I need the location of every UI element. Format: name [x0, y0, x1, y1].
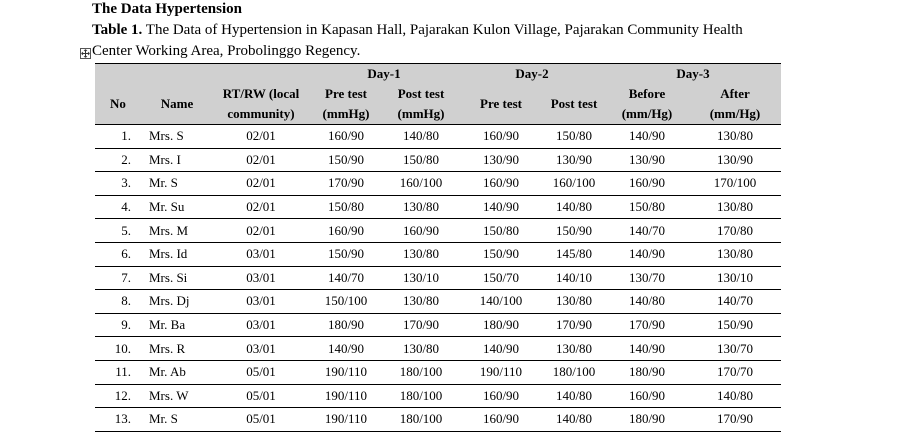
cell-d2-post: 150/80	[543, 125, 605, 149]
cell-name: Mrs. W	[141, 384, 213, 408]
cell-d2-post: 170/90	[543, 313, 605, 337]
cell-d3-after: 130/80	[689, 242, 781, 266]
hypertension-table	[95, 63, 781, 432]
cell-name: Mrs. Id	[141, 242, 213, 266]
cell-d2-pre: 140/90	[459, 337, 543, 361]
cell-d3-after: 130/80	[689, 125, 781, 149]
cell-rtrw: 03/01	[213, 337, 309, 361]
cell-no: 5.	[95, 219, 141, 243]
cell-d3-before: 130/70	[605, 266, 689, 290]
cell-d2-pre: 160/90	[459, 384, 543, 408]
table-row	[95, 266, 781, 290]
cell-d1-post: 180/100	[383, 408, 459, 432]
cell-d1-post: 130/80	[383, 290, 459, 314]
cell-d2-pre: 180/90	[459, 313, 543, 337]
cell-d3-after: 140/70	[689, 290, 781, 314]
cell-rtrw: 03/01	[213, 313, 309, 337]
cell-d3-before: 180/90	[605, 360, 689, 384]
cell-d2-post: 180/100	[543, 360, 605, 384]
table-row	[95, 125, 781, 149]
cell-d3-before: 150/80	[605, 195, 689, 219]
header-d1-pre-line1: Pre test	[325, 86, 367, 101]
cell-d1-post: 130/10	[383, 266, 459, 290]
cell-d1-post: 140/80	[383, 125, 459, 149]
cell-d2-pre: 160/90	[459, 125, 543, 149]
cell-d3-after: 170/80	[689, 219, 781, 243]
cell-no: 3.	[95, 172, 141, 196]
cell-d2-post: 145/80	[543, 242, 605, 266]
cell-d1-pre: 190/110	[309, 384, 383, 408]
header-d2-post: Post test	[543, 84, 605, 125]
header-d3-after	[689, 84, 781, 125]
cell-rtrw: 05/01	[213, 408, 309, 432]
cell-rtrw: 02/01	[213, 172, 309, 196]
cell-d2-post: 160/100	[543, 172, 605, 196]
cell-d1-post: 130/80	[383, 337, 459, 361]
caption-text-line1: The Data of Hypertension in Kapasan Hall, Pajarakan Kulon Village, Pajarakan Community Health	[145, 22, 743, 38]
cell-d1-pre: 150/90	[309, 148, 383, 172]
cell-rtrw: 05/01	[213, 384, 309, 408]
header-rtrw	[213, 84, 309, 125]
header-d1-pre	[309, 84, 383, 125]
cell-d1-post: 130/80	[383, 242, 459, 266]
table-row	[95, 242, 781, 266]
cell-d1-pre: 190/110	[309, 408, 383, 432]
cell-name: Mrs. Dj	[141, 290, 213, 314]
table-row	[95, 290, 781, 314]
header-rtrw-line1: RT/RW (local	[222, 86, 300, 101]
cell-d2-post: 130/80	[543, 290, 605, 314]
cell-d2-pre: 140/100	[459, 290, 543, 314]
cell-d2-post: 140/80	[543, 384, 605, 408]
header-no: No	[95, 84, 141, 125]
header-d1-post-line1: Post test	[397, 86, 445, 101]
header-d1-post	[383, 84, 459, 125]
cell-d3-before: 170/90	[605, 313, 689, 337]
cell-no: 4.	[95, 195, 141, 219]
cell-no: 7.	[95, 266, 141, 290]
cell-rtrw: 03/01	[213, 290, 309, 314]
document-heading: The Data Hypertension	[92, 1, 242, 17]
header-day3: Day-3	[605, 64, 781, 85]
cell-name: Mr. Ab	[141, 360, 213, 384]
cell-d1-pre: 140/70	[309, 266, 383, 290]
cell-rtrw: 02/01	[213, 125, 309, 149]
cell-d3-after: 140/80	[689, 384, 781, 408]
cell-d3-after: 130/10	[689, 266, 781, 290]
cell-d1-pre: 160/90	[309, 219, 383, 243]
cell-d1-post: 130/80	[383, 195, 459, 219]
cell-d3-before: 160/90	[605, 384, 689, 408]
table-row	[95, 384, 781, 408]
cell-d2-pre: 130/90	[459, 148, 543, 172]
cell-d1-pre: 170/90	[309, 172, 383, 196]
cell-no: 9.	[95, 313, 141, 337]
cell-no: 11.	[95, 360, 141, 384]
header-day2: Day-2	[459, 64, 605, 85]
table-row	[95, 195, 781, 219]
cell-d1-pre: 150/90	[309, 242, 383, 266]
table-caption	[92, 20, 812, 62]
cell-name: Mrs. Si	[141, 266, 213, 290]
table-row	[95, 172, 781, 196]
cell-d2-post: 130/90	[543, 148, 605, 172]
cell-d1-post: 150/80	[383, 148, 459, 172]
cell-d3-before: 140/90	[605, 337, 689, 361]
cell-d2-pre: 150/80	[459, 219, 543, 243]
caption-label: Table 1.	[92, 22, 143, 38]
cell-d3-before: 130/90	[605, 148, 689, 172]
table-body	[95, 125, 781, 432]
cell-name: Mrs. M	[141, 219, 213, 243]
cell-d2-pre: 140/90	[459, 195, 543, 219]
cell-d3-after: 130/90	[689, 148, 781, 172]
cell-d3-before: 140/90	[605, 242, 689, 266]
cell-d1-pre: 160/90	[309, 125, 383, 149]
cell-rtrw: 02/01	[213, 195, 309, 219]
cell-d3-after: 170/100	[689, 172, 781, 196]
cell-rtrw: 02/01	[213, 148, 309, 172]
cell-d2-post: 140/80	[543, 195, 605, 219]
header-day1: Day-1	[309, 64, 459, 85]
header-row-columns	[95, 84, 781, 125]
cell-d3-after: 150/90	[689, 313, 781, 337]
cell-no: 1.	[95, 125, 141, 149]
cell-d1-post: 180/100	[383, 384, 459, 408]
cell-d1-post: 160/100	[383, 172, 459, 196]
cell-d3-after: 170/70	[689, 360, 781, 384]
cell-no: 2.	[95, 148, 141, 172]
header-d2-pre: Pre test	[459, 84, 543, 125]
cell-no: 10.	[95, 337, 141, 361]
header-d3-after-line1: After	[720, 86, 750, 101]
cell-d2-post: 140/10	[543, 266, 605, 290]
cell-d2-post: 150/90	[543, 219, 605, 243]
cell-d1-pre: 150/80	[309, 195, 383, 219]
cell-no: 13.	[95, 408, 141, 432]
cell-rtrw: 03/01	[213, 266, 309, 290]
cell-no: 6.	[95, 242, 141, 266]
table-move-handle-icon[interactable]	[80, 48, 91, 59]
header-d1-pre-line2: (mmHg)	[322, 106, 370, 121]
cell-rtrw: 05/01	[213, 360, 309, 384]
table-row	[95, 337, 781, 361]
table-row	[95, 408, 781, 432]
header-rtrw-line2: community)	[227, 106, 295, 121]
header-d3-before	[605, 84, 689, 125]
cell-d1-pre: 180/90	[309, 313, 383, 337]
cell-d2-pre: 150/70	[459, 266, 543, 290]
cell-no: 12.	[95, 384, 141, 408]
cell-name: Mr. S	[141, 408, 213, 432]
cell-name: Mrs. I	[141, 148, 213, 172]
cell-name: Mr. Ba	[141, 313, 213, 337]
cell-d3-before: 180/90	[605, 408, 689, 432]
cell-d2-post: 130/80	[543, 337, 605, 361]
caption-text-line2: Center Working Area, Probolinggo Regency.	[92, 43, 361, 59]
cell-d1-pre: 190/110	[309, 360, 383, 384]
cell-no: 8.	[95, 290, 141, 314]
cell-d1-pre: 140/90	[309, 337, 383, 361]
cell-rtrw: 03/01	[213, 242, 309, 266]
header-d3-after-line2: (mm/Hg)	[709, 106, 761, 121]
header-name: Name	[141, 84, 213, 125]
table-row	[95, 360, 781, 384]
header-d3-before-line2: (mm/Hg)	[621, 106, 673, 121]
cell-d3-after: 130/80	[689, 195, 781, 219]
cell-d2-pre: 160/90	[459, 408, 543, 432]
cell-d2-pre: 160/90	[459, 172, 543, 196]
cell-d3-after: 170/90	[689, 408, 781, 432]
cell-d1-post: 180/100	[383, 360, 459, 384]
cell-d3-before: 140/80	[605, 290, 689, 314]
cell-d3-before: 140/90	[605, 125, 689, 149]
cell-d1-pre: 150/100	[309, 290, 383, 314]
header-d1-post-line2: (mmHg)	[397, 106, 445, 121]
cell-d2-post: 140/80	[543, 408, 605, 432]
cell-name: Mrs. R	[141, 337, 213, 361]
table-row	[95, 148, 781, 172]
table-row	[95, 313, 781, 337]
cell-rtrw: 02/01	[213, 219, 309, 243]
header-row-days	[95, 64, 781, 85]
header-d3-before-line1: Before	[628, 86, 666, 101]
cell-name: Mr. Su	[141, 195, 213, 219]
header-blank	[95, 64, 309, 85]
cell-name: Mr. S	[141, 172, 213, 196]
cell-d1-post: 170/90	[383, 313, 459, 337]
cell-d3-before: 140/70	[605, 219, 689, 243]
cell-d3-after: 130/70	[689, 337, 781, 361]
table-row	[95, 219, 781, 243]
cell-d2-pre: 190/110	[459, 360, 543, 384]
cell-d2-pre: 150/90	[459, 242, 543, 266]
cell-name: Mrs. S	[141, 125, 213, 149]
cell-d1-post: 160/90	[383, 219, 459, 243]
cell-d3-before: 160/90	[605, 172, 689, 196]
